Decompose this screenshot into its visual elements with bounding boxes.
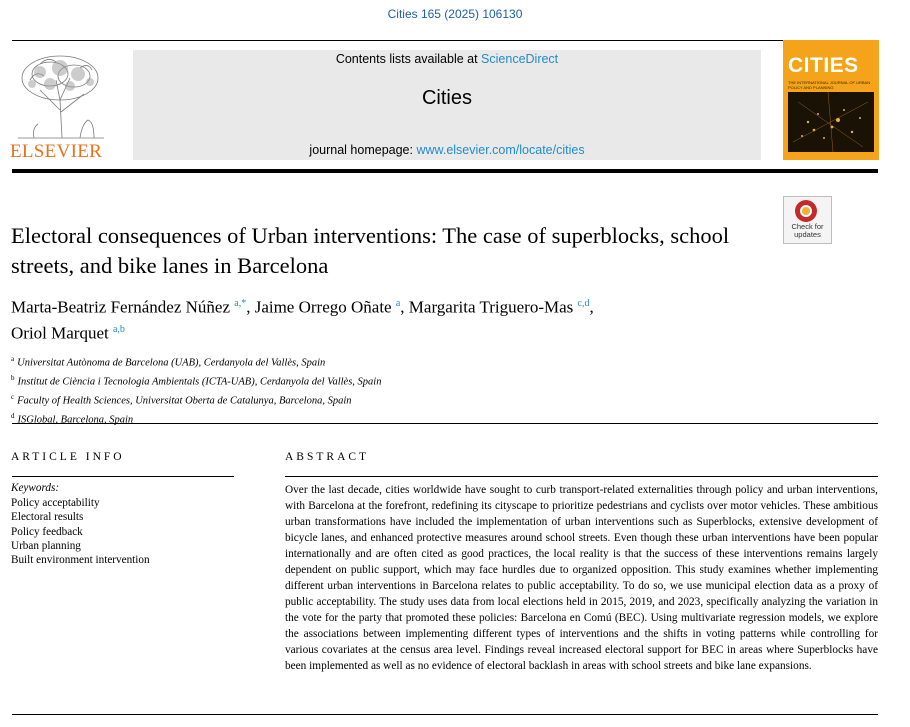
sciencedirect-link[interactable]: ScienceDirect bbox=[481, 52, 559, 66]
author-affiliation-mark[interactable]: a,* bbox=[234, 298, 247, 309]
author-affiliation-mark[interactable]: a bbox=[395, 298, 401, 309]
abstract-heading: ABSTRACT bbox=[285, 451, 370, 463]
cover-title: CITIES bbox=[788, 54, 859, 77]
section-rule bbox=[12, 423, 878, 424]
author-separator: , bbox=[589, 297, 594, 317]
contents-line bbox=[133, 52, 761, 66]
homepage-line bbox=[133, 143, 761, 157]
homepage-prefix: journal homepage: bbox=[309, 143, 417, 157]
author-name[interactable]: Marta-Beatriz Fernández Núñez bbox=[11, 297, 230, 317]
abstract-text: Over the last decade, cities worldwide have sought to curb transport-related externalities through policy and urban interventions, with Barcelona at the forefront, redefining its cityscape to prioritize pedestrians and cyclists over motor vehicles. These ambitious urban transformations have included the implementation of urban interventions such as Superblocks, extensive development of bicycle lanes, and enhanced protective measures around school streets. Even though these urban interventions have been popular internationally and are often cited as good practices, the local reality is that the success of these interventions remains largely dependent on public support, which may face hurdles due to organized opposition. This study examines whether implementing different urban interventions in Barcelona relates to public acceptability. To do so, we use municipal election data as a proxy of public acceptability. The study uses data from local elections held in 2015, 2019, and 2023, specifically analyzing the variation in the vote for the party that promoted these policies: Barcelona en Comú (BEC). Using multivariate regression models, we explore the associations between implementing different types of interventions and the shifts in voting patterns while controlling for various covariates at the census area level. Findings reveal increased electoral support for BEC in areas where Superblocks have been implemented as well as no evidence of electoral backlash in areas with school streets and bike lane expansions. bbox=[285, 484, 878, 672]
contents-prefix: Contents lists available at bbox=[335, 52, 482, 66]
author-name[interactable]: Jaime Orrego Oñate bbox=[254, 297, 392, 317]
journal-name: Cities bbox=[421, 87, 472, 109]
check-for-updates-label: Check for updates bbox=[791, 222, 824, 239]
abstract-rule bbox=[285, 476, 878, 477]
author-affiliation-mark[interactable]: a,b bbox=[112, 323, 125, 335]
cover-subtitle: THE INTERNATIONAL JOURNAL OF URBAN POLICY AND PLANNING bbox=[788, 80, 871, 90]
elsevier-wordmark: ELSEVIER bbox=[10, 141, 103, 162]
journal-citation[interactable]: Cities 165 (2025) 106130 bbox=[387, 7, 523, 21]
article-title: Electoral consequences of Urban interventions: The case of superblocks, school streets, and bike lanes in Barcelona bbox=[11, 223, 730, 278]
keyword-item: Electoral results bbox=[11, 511, 84, 524]
affiliation-item: $^a$ Universitat Autònoma de Barcelona (UAB), Cerdanyola del Vallès, Spain bbox=[11, 355, 326, 369]
affiliation-list bbox=[11, 352, 711, 428]
homepage-link[interactable]: www.elsevier.com/locate/cities bbox=[416, 143, 585, 157]
article-info-heading: ARTICLE INFO bbox=[11, 451, 125, 463]
keyword-item: Policy acceptability bbox=[11, 497, 100, 509]
affiliation-item: $^b$ Institut de Ciència i Tecnologia Ambientals (ICTA-UAB), Cerdanyola del Vallès, Spain bbox=[11, 374, 382, 388]
author-separator: , bbox=[246, 297, 255, 317]
keyword-item: Policy feedback bbox=[11, 525, 83, 538]
author-name[interactable]: Oriol Marquet bbox=[11, 323, 109, 343]
author-list bbox=[11, 293, 771, 344]
article-info-rule bbox=[12, 476, 234, 477]
keywords-label: Keywords: bbox=[11, 482, 60, 494]
bottom-rule bbox=[12, 714, 878, 715]
keywords-list bbox=[11, 496, 150, 567]
journal-cover[interactable] bbox=[783, 40, 879, 160]
keyword-item: Urban planning bbox=[11, 539, 81, 552]
check-for-updates-badge[interactable] bbox=[783, 196, 832, 244]
journal-masthead bbox=[133, 50, 761, 160]
author-name[interactable]: Margarita Triguero-Mas bbox=[408, 297, 574, 317]
author-affiliation-mark[interactable]: c,d bbox=[577, 298, 590, 309]
header-rule bbox=[12, 40, 878, 41]
header-thick-rule bbox=[12, 169, 878, 173]
cover-city-image bbox=[788, 92, 874, 152]
crossmark-icon bbox=[795, 200, 817, 222]
keyword-item: Built environment intervention bbox=[11, 554, 150, 567]
affiliation-item: $^c$ Faculty of Health Sciences, Universitat Oberta de Catalunya, Barcelona, Spain bbox=[11, 393, 352, 407]
affiliation-item: $^d$ ISGlobal, Barcelona, Spain bbox=[11, 412, 134, 426]
author-separator: , bbox=[400, 297, 409, 317]
